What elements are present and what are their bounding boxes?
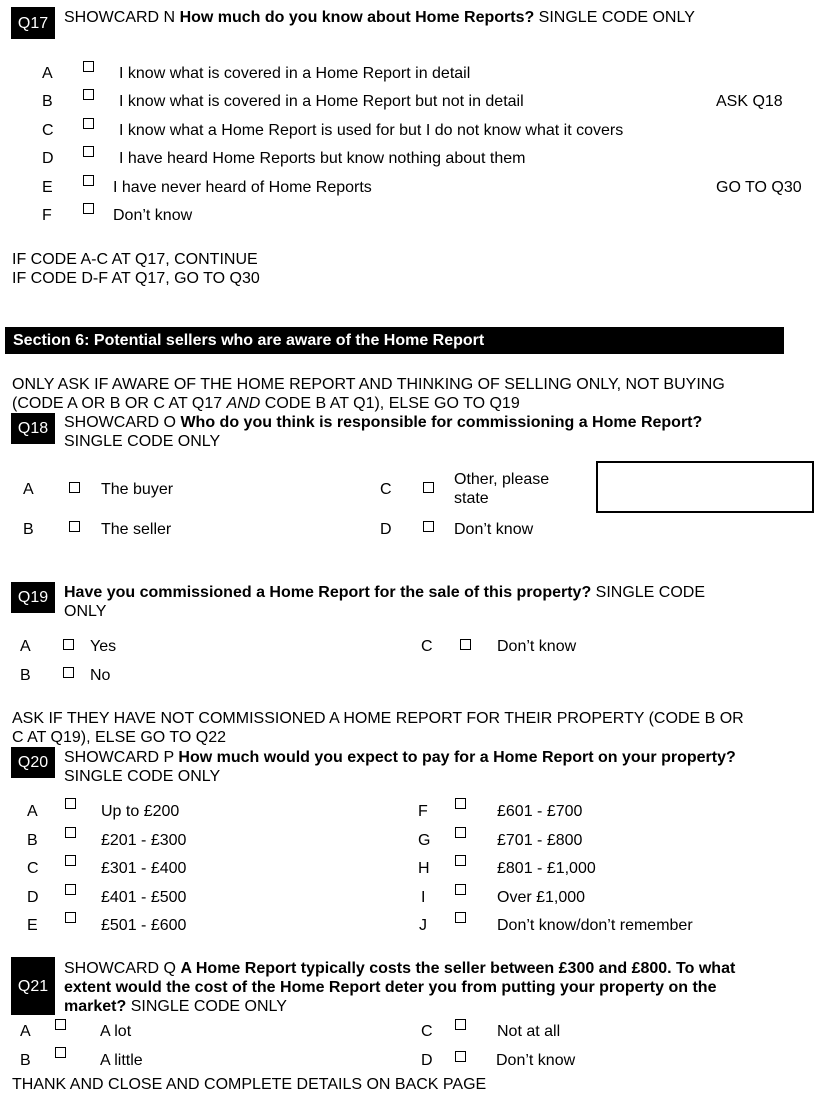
routing-instruction: ASK Q18	[716, 93, 783, 110]
option-code: B	[20, 1052, 31, 1069]
option-label: £201 - £300	[101, 832, 187, 849]
option-label: £301 - £400	[101, 860, 187, 877]
option-label: Don’t know	[496, 1052, 576, 1069]
checkbox[interactable]	[455, 884, 466, 895]
question-number: Q17	[11, 7, 55, 39]
option-code: B	[20, 667, 31, 684]
checkbox[interactable]	[455, 1051, 466, 1062]
checkbox[interactable]	[83, 89, 94, 100]
option-code: C	[27, 860, 39, 877]
option-code: A	[20, 638, 31, 655]
checkbox[interactable]	[55, 1019, 66, 1030]
filter-instruction: ASK IF THEY HAVE NOT COMMISSIONED A HOME REPORT FOR THEIR PROPERTY (CODE B OR	[12, 710, 744, 727]
option-label: I have never heard of Home Reports	[113, 179, 372, 196]
checkbox[interactable]	[455, 827, 466, 838]
option-code: G	[418, 832, 431, 849]
option-label: I know what is covered in a Home Report in detail	[119, 65, 471, 82]
option-code: D	[380, 521, 392, 538]
option-code: H	[418, 860, 430, 877]
other-specify-field[interactable]	[596, 461, 814, 513]
checkbox[interactable]	[65, 855, 76, 866]
option-label: A little	[100, 1052, 143, 1069]
option-code: E	[27, 917, 38, 934]
option-label: Don’t know/don’t remember	[497, 917, 693, 934]
checkbox[interactable]	[83, 175, 94, 186]
checkbox[interactable]	[65, 798, 76, 809]
option-code: A	[27, 803, 38, 820]
checkbox[interactable]	[455, 798, 466, 809]
filter-instruction: (CODE A OR B OR C AT Q17 AND CODE B AT Q1), ELSE GO TO Q19	[12, 395, 520, 412]
question-instruction: ONLY	[64, 603, 107, 620]
question-text: market? SINGLE CODE ONLY	[64, 998, 287, 1015]
option-label: state	[454, 490, 489, 507]
option-code: C	[380, 481, 392, 498]
checkbox[interactable]	[65, 912, 76, 923]
checkbox[interactable]	[83, 118, 94, 129]
option-label: No	[90, 667, 111, 684]
checkbox[interactable]	[83, 203, 94, 214]
question-text: SHOWCARD P How much would you expect to pay for a Home Report on your property?	[64, 749, 736, 766]
filter-instruction: IF CODE A-C AT Q17, CONTINUE	[12, 251, 258, 268]
option-label: £501 - £600	[101, 917, 187, 934]
checkbox[interactable]	[455, 1019, 466, 1030]
option-code: F	[418, 803, 428, 820]
checkbox[interactable]	[69, 482, 80, 493]
option-label: Don’t know	[454, 521, 534, 538]
question-number: Q20	[11, 747, 55, 778]
checkbox[interactable]	[460, 639, 471, 650]
question-text: extent would the cost of the Home Report deter you from putting your property on the	[64, 979, 717, 996]
checkbox[interactable]	[423, 521, 434, 532]
filter-instruction: C AT Q19), ELSE GO TO Q22	[12, 729, 227, 746]
option-code: D	[27, 889, 39, 906]
question-number: Q19	[11, 582, 55, 613]
question-instruction: SINGLE CODE ONLY	[64, 433, 221, 450]
option-code: C	[421, 638, 433, 655]
checkbox[interactable]	[455, 855, 466, 866]
question-number: Q18	[11, 413, 55, 444]
option-label: A lot	[100, 1023, 132, 1040]
option-code: I	[421, 889, 426, 906]
checkbox[interactable]	[83, 61, 94, 72]
option-label: Don’t know	[497, 638, 577, 655]
checkbox[interactable]	[65, 827, 76, 838]
checkbox[interactable]	[65, 884, 76, 895]
option-label: Don’t know	[113, 207, 193, 224]
option-label: I know what a Home Report is used for but I do not know what it covers	[119, 122, 624, 139]
option-code: A	[23, 481, 34, 498]
question-text: SHOWCARD O Who do you think is responsible for commissioning a Home Report?	[64, 414, 703, 431]
option-label: £601 - £700	[497, 803, 583, 820]
closing-instruction: THANK AND CLOSE AND COMPLETE DETAILS ON BACK PAGE	[12, 1076, 487, 1093]
option-code: C	[421, 1023, 433, 1040]
question-text: Have you commissioned a Home Report for the sale of this property? SINGLE CODE	[64, 584, 706, 601]
option-code: A	[42, 65, 53, 82]
question-text: SHOWCARD N How much do you know about Home Reports? SINGLE CODE ONLY	[64, 9, 695, 26]
option-label: Other, please	[454, 471, 550, 488]
option-code: D	[42, 150, 54, 167]
checkbox[interactable]	[69, 521, 80, 532]
option-code: B	[42, 93, 53, 110]
option-label: Yes	[90, 638, 117, 655]
option-code: B	[27, 832, 38, 849]
checkbox[interactable]	[455, 912, 466, 923]
filter-instruction: ONLY ASK IF AWARE OF THE HOME REPORT AND THINKING OF SELLING ONLY, NOT BUYING	[12, 376, 725, 393]
question-instruction: SINGLE CODE ONLY	[64, 768, 221, 785]
option-label: £401 - £500	[101, 889, 187, 906]
checkbox[interactable]	[63, 639, 74, 650]
option-label: £801 - £1,000	[497, 860, 596, 877]
option-label: Over £1,000	[497, 889, 586, 906]
option-code: C	[42, 122, 54, 139]
option-label: I know what is covered in a Home Report but not in detail	[119, 93, 524, 110]
option-code: D	[421, 1052, 433, 1069]
option-code: F	[42, 207, 52, 224]
checkbox[interactable]	[423, 482, 434, 493]
option-label: £701 - £800	[497, 832, 583, 849]
checkbox[interactable]	[83, 146, 94, 157]
option-code: E	[42, 179, 53, 196]
option-label: Not at all	[497, 1023, 561, 1040]
checkbox[interactable]	[63, 667, 74, 678]
option-label: I have heard Home Reports but know nothing about them	[119, 150, 526, 167]
checkbox[interactable]	[55, 1047, 66, 1058]
option-code: B	[23, 521, 34, 538]
option-code: J	[419, 917, 427, 934]
question-text: SHOWCARD Q A Home Report typically costs the seller between £300 and £800. To what	[64, 960, 736, 977]
section-header: Section 6: Potential sellers who are aware of the Home Report	[5, 327, 784, 354]
filter-instruction: IF CODE D-F AT Q17, GO TO Q30	[12, 270, 260, 287]
option-code: A	[20, 1023, 31, 1040]
option-label: The buyer	[101, 481, 174, 498]
option-label: The seller	[101, 521, 172, 538]
routing-instruction: GO TO Q30	[716, 179, 802, 196]
option-label: Up to £200	[101, 803, 180, 820]
question-number: Q21	[11, 957, 55, 1015]
